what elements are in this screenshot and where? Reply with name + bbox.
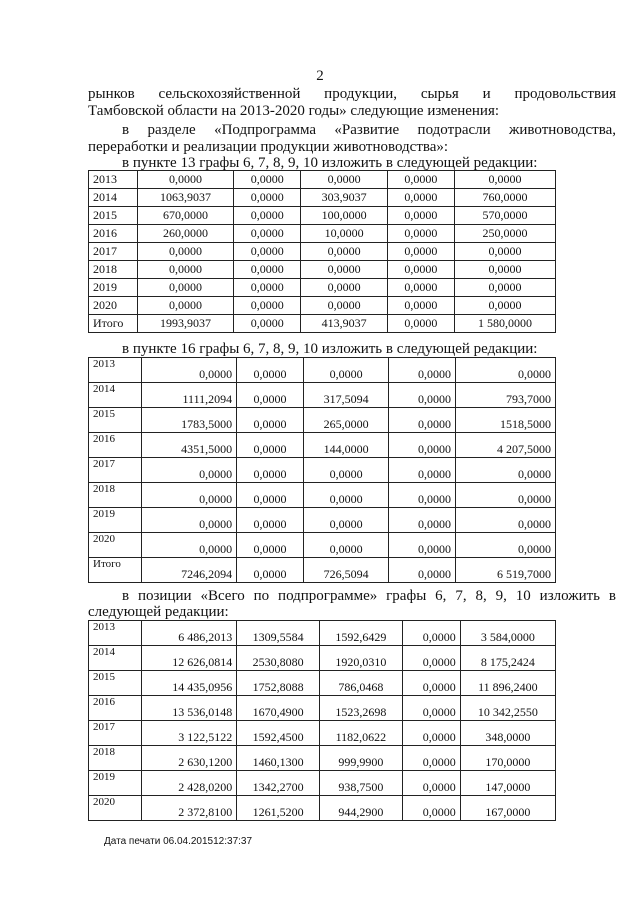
year-cell: 2020	[89, 533, 142, 558]
value-cell: 167,0000	[460, 796, 555, 821]
value-cell: 0,0000	[237, 383, 304, 408]
value-cell: 0,0000	[234, 225, 301, 243]
table-row	[89, 533, 556, 558]
value-cell: 0,0000	[234, 207, 301, 225]
value-cell: 786,0468	[320, 671, 403, 696]
value-cell: 0,0000	[455, 171, 556, 189]
value-cell: 944,2900	[320, 796, 403, 821]
table-row	[89, 483, 556, 508]
value-cell: 793,7000	[456, 383, 556, 408]
year-cell: 2018	[89, 261, 138, 279]
value-cell: 0,0000	[389, 458, 456, 483]
value-cell: 0,0000	[389, 558, 456, 583]
value-cell: 144,0000	[303, 433, 389, 458]
table-row	[89, 383, 556, 408]
intro-line-2: Тамбовской области на 2013-2020 годы» следующие изменения:	[88, 103, 500, 119]
table-row	[89, 243, 556, 261]
value-cell: 0,0000	[389, 533, 456, 558]
value-cell: 1111,2094	[142, 383, 237, 408]
section-line-1: в разделе «Подпрограмма «Развитие подотрасли животноводства,	[122, 122, 616, 138]
table-row	[89, 261, 556, 279]
total-heading-line-2: следующей редакции:	[88, 604, 229, 620]
value-cell: 999,9900	[320, 746, 403, 771]
value-cell: 413,9037	[301, 315, 387, 333]
value-cell: 0,0000	[402, 646, 460, 671]
value-cell: 0,0000	[303, 508, 389, 533]
value-cell: 0,0000	[456, 508, 556, 533]
year-cell: 2018	[89, 483, 142, 508]
table-row	[89, 508, 556, 533]
value-cell: 1 580,0000	[455, 315, 556, 333]
value-cell: 303,9037	[301, 189, 387, 207]
value-cell: 0,0000	[234, 279, 301, 297]
value-cell: 0,0000	[142, 458, 237, 483]
value-cell: 7246,2094	[142, 558, 237, 583]
value-cell: 0,0000	[402, 721, 460, 746]
year-cell: Итого	[89, 558, 142, 583]
value-cell: 147,0000	[460, 771, 555, 796]
table-row	[89, 315, 556, 333]
table-row	[89, 458, 556, 483]
value-cell: 0,0000	[234, 189, 301, 207]
value-cell: 170,0000	[460, 746, 555, 771]
value-cell: 14 435,0956	[142, 671, 237, 696]
value-cell: 0,0000	[402, 796, 460, 821]
value-cell: 0,0000	[389, 383, 456, 408]
item13-heading: в пункте 13 графы 6, 7, 8, 9, 10 изложить в следующей редакции:	[122, 155, 538, 171]
year-cell: 2017	[89, 458, 142, 483]
value-cell: 2 372,8100	[142, 796, 237, 821]
value-cell: 0,0000	[389, 508, 456, 533]
value-cell: 1783,5000	[142, 408, 237, 433]
year-cell: 2020	[89, 796, 142, 821]
table-row	[89, 189, 556, 207]
year-cell: 2019	[89, 771, 142, 796]
value-cell: 0,0000	[387, 243, 454, 261]
value-cell: 0,0000	[303, 358, 389, 383]
year-cell: 2016	[89, 696, 142, 721]
value-cell: 0,0000	[142, 508, 237, 533]
table-row	[89, 721, 556, 746]
table-row	[89, 621, 556, 646]
value-cell: 1752,8088	[237, 671, 320, 696]
table-row	[89, 646, 556, 671]
year-cell: 2017	[89, 243, 138, 261]
value-cell: 1670,4900	[237, 696, 320, 721]
value-cell: 1523,2698	[320, 696, 403, 721]
table-row	[89, 558, 556, 583]
item16-heading: в пункте 16 графы 6, 7, 8, 9, 10 изложить в следующей редакции:	[122, 341, 538, 357]
value-cell: 0,0000	[142, 533, 237, 558]
value-cell: 348,0000	[460, 721, 555, 746]
value-cell: 0,0000	[301, 279, 387, 297]
value-cell: 0,0000	[455, 243, 556, 261]
value-cell: 1309,5584	[237, 621, 320, 646]
year-cell: 2020	[89, 297, 138, 315]
value-cell: 0,0000	[301, 297, 387, 315]
value-cell: 265,0000	[303, 408, 389, 433]
intro-line-1: рынков сельскохозяйственной продукции, сырья и продовольствия	[88, 86, 616, 102]
value-cell: 0,0000	[237, 483, 304, 508]
value-cell: 0,0000	[142, 483, 237, 508]
value-cell: 0,0000	[389, 483, 456, 508]
value-cell: 1063,9037	[138, 189, 234, 207]
year-cell: 2019	[89, 508, 142, 533]
value-cell: 0,0000	[234, 261, 301, 279]
value-cell: 0,0000	[387, 189, 454, 207]
value-cell: 0,0000	[303, 483, 389, 508]
value-cell: 0,0000	[303, 533, 389, 558]
value-cell: 1342,2700	[237, 771, 320, 796]
value-cell: 0,0000	[402, 771, 460, 796]
year-cell: 2013	[89, 171, 138, 189]
year-cell: 2018	[89, 746, 142, 771]
value-cell: 0,0000	[237, 408, 304, 433]
value-cell: 0,0000	[455, 261, 556, 279]
value-cell: 0,0000	[389, 433, 456, 458]
value-cell: 1518,5000	[456, 408, 556, 433]
value-cell: 8 175,2424	[460, 646, 555, 671]
value-cell: 726,5094	[303, 558, 389, 583]
year-cell: 2015	[89, 671, 142, 696]
value-cell: 760,0000	[455, 189, 556, 207]
value-cell: 1592,6429	[320, 621, 403, 646]
value-cell: 0,0000	[237, 508, 304, 533]
value-cell: 0,0000	[138, 261, 234, 279]
value-cell: 1261,5200	[237, 796, 320, 821]
value-cell: 6 486,2013	[142, 621, 237, 646]
value-cell: 0,0000	[237, 458, 304, 483]
value-cell: 10 342,2550	[460, 696, 555, 721]
value-cell: 0,0000	[389, 358, 456, 383]
value-cell: 3 122,5122	[142, 721, 237, 746]
value-cell: 0,0000	[237, 533, 304, 558]
value-cell: 1460,1300	[237, 746, 320, 771]
table-item-13	[88, 170, 556, 333]
value-cell: 1182,0622	[320, 721, 403, 746]
year-cell: 2016	[89, 225, 138, 243]
value-cell: 938,7500	[320, 771, 403, 796]
year-cell: 2017	[89, 721, 142, 746]
value-cell: 0,0000	[234, 171, 301, 189]
value-cell: 0,0000	[301, 261, 387, 279]
table-row	[89, 207, 556, 225]
table-row	[89, 771, 556, 796]
value-cell: 317,5094	[303, 383, 389, 408]
value-cell: 100,0000	[301, 207, 387, 225]
year-cell: 2019	[89, 279, 138, 297]
value-cell: 0,0000	[234, 297, 301, 315]
value-cell: 0,0000	[301, 243, 387, 261]
value-cell: 10,0000	[301, 225, 387, 243]
value-cell: 0,0000	[234, 315, 301, 333]
table-item-16	[88, 357, 556, 583]
value-cell: 1592,4500	[237, 721, 320, 746]
value-cell: 0,0000	[389, 408, 456, 433]
value-cell: 2 428,0200	[142, 771, 237, 796]
year-cell: 2015	[89, 207, 138, 225]
value-cell: 0,0000	[387, 225, 454, 243]
table-row	[89, 433, 556, 458]
value-cell: 0,0000	[455, 297, 556, 315]
year-cell: 2013	[89, 358, 142, 383]
print-date: Дата печати 06.04.201512:37:37	[104, 836, 253, 847]
value-cell: 0,0000	[237, 558, 304, 583]
value-cell: 670,0000	[138, 207, 234, 225]
value-cell: 250,0000	[455, 225, 556, 243]
year-cell: 2016	[89, 433, 142, 458]
table-row	[89, 746, 556, 771]
value-cell: 570,0000	[455, 207, 556, 225]
value-cell: 0,0000	[303, 458, 389, 483]
value-cell: 6 519,7000	[456, 558, 556, 583]
value-cell: 0,0000	[301, 171, 387, 189]
value-cell: 260,0000	[138, 225, 234, 243]
table-row	[89, 297, 556, 315]
value-cell: 0,0000	[138, 279, 234, 297]
table-row	[89, 279, 556, 297]
value-cell: 0,0000	[455, 279, 556, 297]
value-cell: 4351,5000	[142, 433, 237, 458]
value-cell: 1993,9037	[138, 315, 234, 333]
value-cell: 0,0000	[387, 279, 454, 297]
year-cell: 2014	[89, 383, 142, 408]
value-cell: 4 207,5000	[456, 433, 556, 458]
value-cell: 1920,0310	[320, 646, 403, 671]
value-cell: 2530,8080	[237, 646, 320, 671]
value-cell: 0,0000	[402, 621, 460, 646]
section-line-2: переработки и реализации продукции животноводства»:	[88, 139, 449, 155]
table-row	[89, 408, 556, 433]
year-cell: 2013	[89, 621, 142, 646]
value-cell: 0,0000	[402, 671, 460, 696]
value-cell: 2 630,1200	[142, 746, 237, 771]
value-cell: 12 626,0814	[142, 646, 237, 671]
year-cell: 2014	[89, 189, 138, 207]
value-cell: 0,0000	[138, 243, 234, 261]
year-cell: 2014	[89, 646, 142, 671]
value-cell: 0,0000	[237, 358, 304, 383]
value-cell: 0,0000	[142, 358, 237, 383]
value-cell: 0,0000	[138, 297, 234, 315]
table-row	[89, 358, 556, 383]
page-number: 2	[316, 68, 324, 84]
value-cell: 3 584,0000	[460, 621, 555, 646]
value-cell: 0,0000	[138, 171, 234, 189]
table-row	[89, 796, 556, 821]
table-row	[89, 225, 556, 243]
value-cell: 11 896,2400	[460, 671, 555, 696]
table-row	[89, 671, 556, 696]
table-row	[89, 171, 556, 189]
value-cell: 0,0000	[402, 746, 460, 771]
value-cell: 0,0000	[387, 207, 454, 225]
year-cell: Итого	[89, 315, 138, 333]
value-cell: 0,0000	[456, 458, 556, 483]
value-cell: 0,0000	[387, 261, 454, 279]
value-cell: 0,0000	[456, 358, 556, 383]
table-subprogram-total	[88, 620, 556, 821]
value-cell: 0,0000	[387, 315, 454, 333]
table-row	[89, 696, 556, 721]
total-heading-line-1: в позиции «Всего по подпрограмме» графы 6, 7, 8, 9, 10 изложить в	[122, 588, 616, 604]
value-cell: 0,0000	[456, 483, 556, 508]
value-cell: 0,0000	[237, 433, 304, 458]
year-cell: 2015	[89, 408, 142, 433]
value-cell: 0,0000	[387, 171, 454, 189]
value-cell: 0,0000	[387, 297, 454, 315]
value-cell: 0,0000	[402, 696, 460, 721]
value-cell: 13 536,0148	[142, 696, 237, 721]
value-cell: 0,0000	[234, 243, 301, 261]
value-cell: 0,0000	[456, 533, 556, 558]
